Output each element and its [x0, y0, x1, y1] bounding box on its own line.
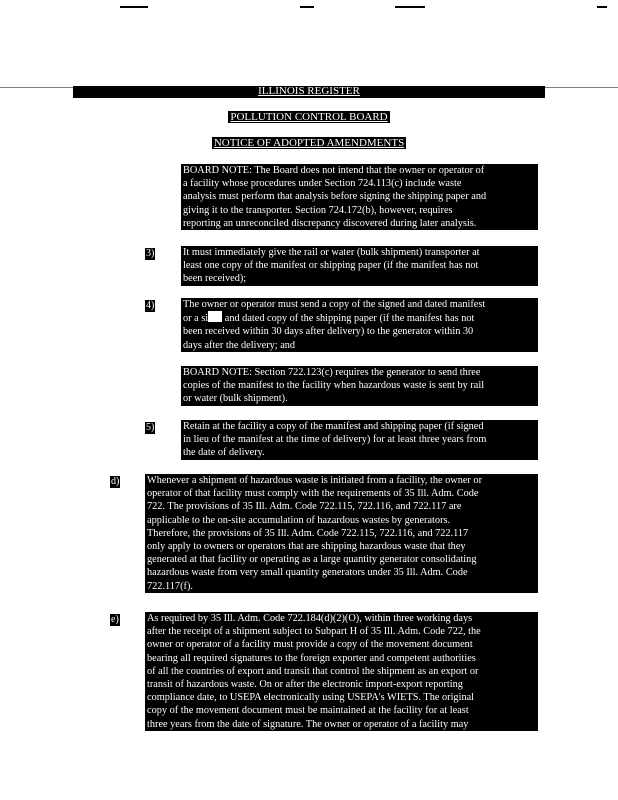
text-fragment: and dated copy of the shipping paper (if the manifest has not [222, 313, 475, 325]
text-line: generated at that facility or operating as a large quantity generator consolidating [147, 554, 477, 566]
text-line: been received); [183, 273, 247, 285]
text-line: reporting an unreconciled discrepancy discovered during later analysis. [183, 217, 477, 229]
text-line: owner or operator of a facility must provide a copy of the movement document [147, 639, 473, 651]
text-line: As required by 35 Ill. Adm. Code 722.184(d)(2)(O), within three working days [147, 613, 473, 624]
text-line: been received within 30 days after delivery) to the generator within 30 [183, 326, 474, 338]
redaction-mark [208, 311, 222, 322]
board-title: POLLUTION CONTROL BOARD [230, 111, 388, 123]
text-line: BOARD NOTE: The Board does not intend that the owner or operator of [183, 165, 485, 176]
text-line: copy of the movement document must be maintained at the facility for at least [147, 705, 469, 717]
scan-artifact [300, 6, 314, 8]
scan-artifact [395, 6, 425, 8]
text-line: operator of that facility must comply with the requirements of 35 Ill. Adm. Code [147, 488, 479, 500]
text-line: BOARD NOTE: Section 722.123(c) requires the generator to send three [183, 367, 481, 378]
text-line: 722. The provisions of 35 Ill. Adm. Code 722.115, 722.116, and 722.117 are [147, 501, 462, 513]
notice-title: NOTICE OF ADOPTED AMENDMENTS [213, 137, 405, 149]
text-line: of all the countries of export and transit that control the shipment as an export or [147, 665, 479, 677]
text-line: after the receipt of a shipment subject to Subpart H of 35 Ill. Adm. Code 722, the [147, 626, 481, 638]
text-line: Whenever a shipment of hazardous waste is initiated from a facility, the owner or [147, 475, 483, 486]
text-line: least one copy of the manifest or shipping paper (if the manifest has not [183, 260, 479, 272]
text-line: or water (bulk shipment). [183, 393, 288, 405]
text-line: applicable to the on-site accumulation of hazardous wastes by generators. [147, 514, 451, 526]
item-marker: d) [111, 476, 120, 487]
text-line: Retain at the facility a copy of the manifest and shipping paper (if signed [183, 421, 484, 432]
board-title-row [0, 111, 618, 123]
text-line: Therefore, the provisions of 35 Ill. Adm. Code 722.115, 722.116, and 722.117 [147, 527, 469, 539]
text-line: transit of hazardous waste. On or after the electronic import-export reporting [147, 679, 463, 691]
item-5-text [181, 420, 538, 460]
board-note-1 [181, 164, 538, 230]
text-line: days after the delivery; and [183, 339, 296, 351]
item-marker: 5) [146, 422, 155, 433]
text-line: giving it to the transporter. Section 724.172(b), however, requires [183, 204, 453, 216]
text-line: It must immediately give the rail or water (bulk shipment) transporter at [183, 247, 480, 258]
text-line: analysis must perform that analysis before signing the shipping paper and [183, 191, 487, 203]
item-marker: 4) [146, 300, 155, 311]
text-fragment: or a si [183, 313, 209, 325]
text-line: copies of the manifest to the facility when hazardous waste is sent by rail [183, 380, 485, 392]
item-3-text [181, 246, 538, 286]
text-line: compliance date, to USEPA electronically using USEPA's WIETS. The original [147, 692, 475, 704]
item-4-text [181, 298, 538, 352]
scan-artifact [120, 6, 148, 8]
item-marker: 3) [146, 248, 155, 259]
item-d-text [145, 474, 538, 593]
text-line: only apply to owners or operators that are shipping hazardous waste that they [147, 541, 466, 553]
text-line: three years from the date of signature. The owner or operator of a facility may [147, 718, 469, 730]
item-e-text [145, 612, 538, 731]
board-note-2 [181, 366, 538, 406]
text-line: 722.117(f). [147, 580, 193, 592]
notice-title-row [0, 137, 618, 149]
text-line: The owner or operator must send a copy of the signed and dated manifest [183, 299, 486, 310]
text-line [183, 311, 536, 325]
item-marker: e) [111, 614, 119, 625]
text-line: a facility whose procedures under Section 724.113(c) include waste [183, 178, 462, 190]
text-line: hazardous waste from very small quantity generators under 35 Ill. Adm. Code [147, 567, 468, 579]
register-title: ILLINOIS REGISTER [258, 85, 360, 97]
text-line: in lieu of the manifest at the time of delivery) for at least three years from [183, 434, 487, 446]
scan-artifact [597, 6, 607, 8]
text-line: the date of delivery. [183, 447, 265, 459]
text-line: bearing all required signatures to the foreign exporter and competent authorities [147, 652, 476, 664]
